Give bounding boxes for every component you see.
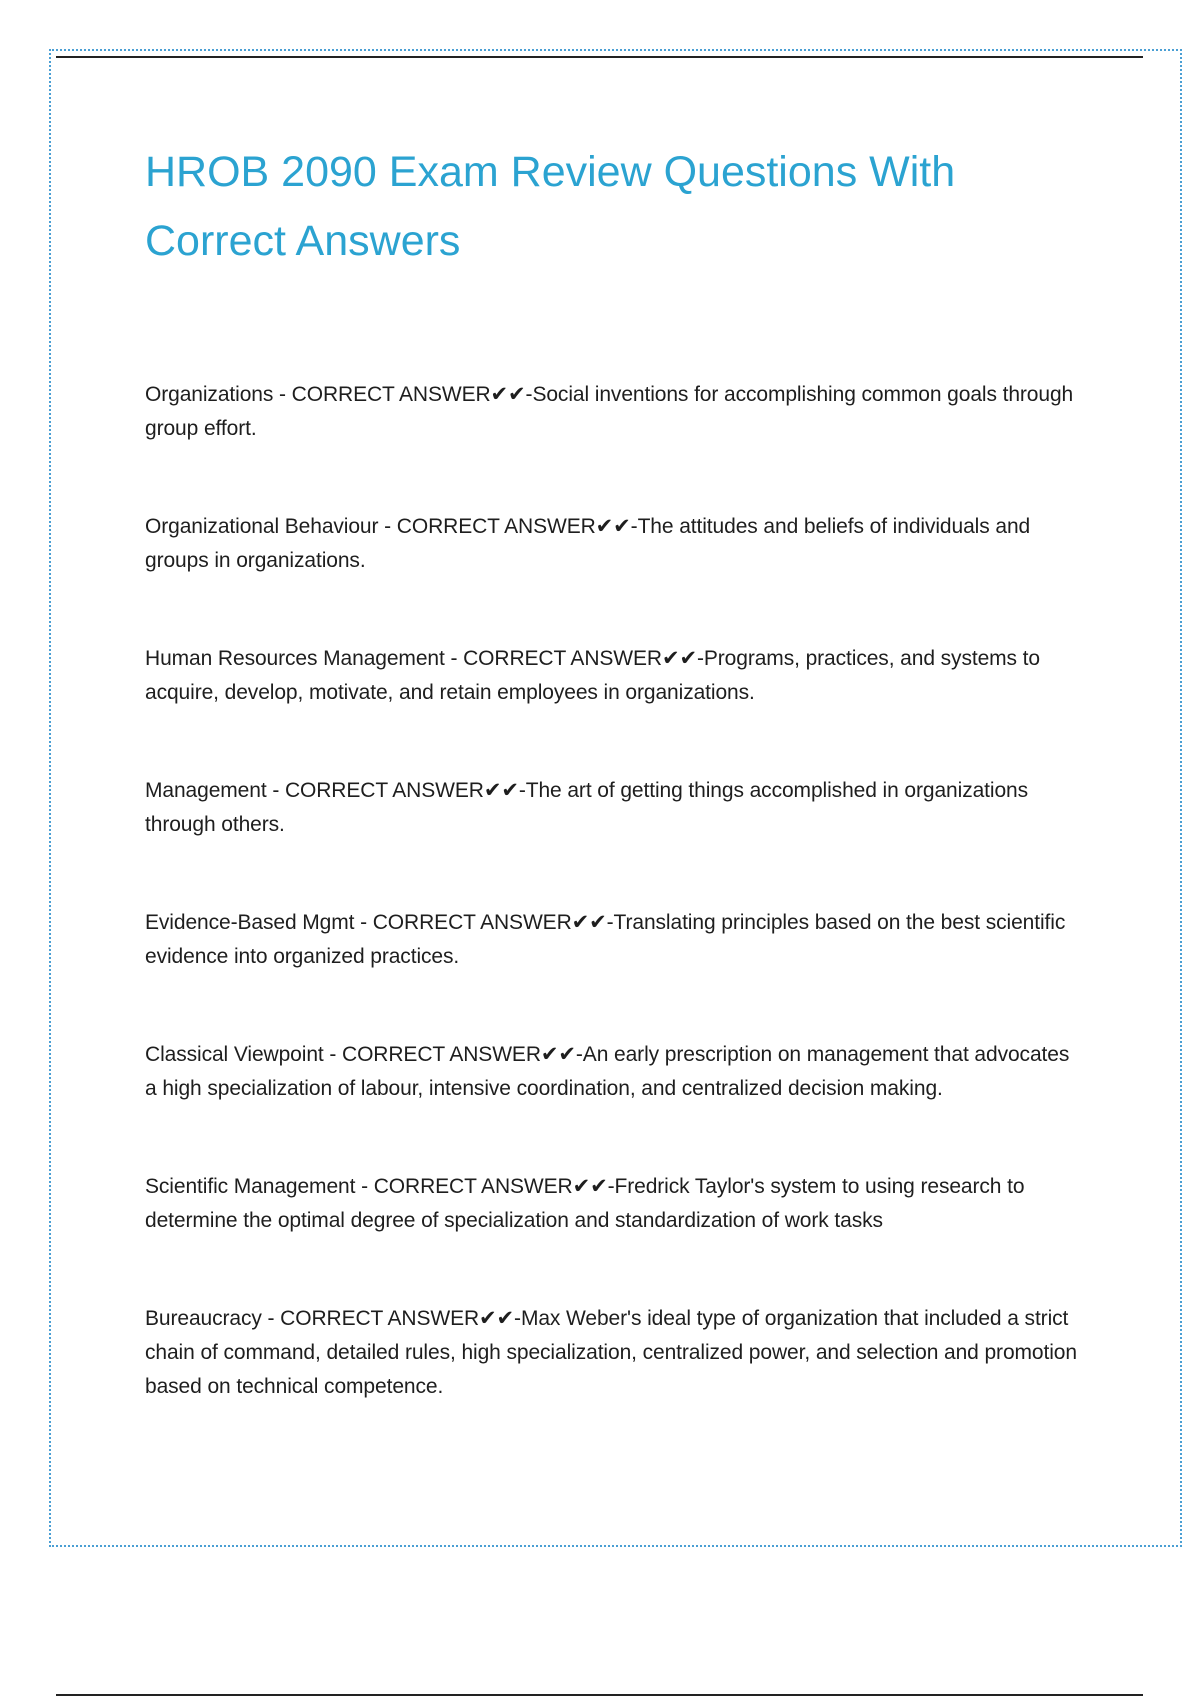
qa-definition: Translating principles based on the best scientific evidence into organized practices. — [145, 911, 1066, 968]
qa-answer-marker: - CORRECT ANSWER✔✔- — [266, 779, 526, 802]
qa-term: Organizational Behaviour — [145, 515, 379, 538]
qa-definition: Fredrick Taylor's system to using research to determine the optimal degree of specialization and standardization of work tasks — [145, 1175, 1025, 1232]
qa-item — [145, 378, 1085, 446]
qa-answer-marker: - CORRECT ANSWER✔✔- — [261, 1307, 521, 1330]
qa-item — [145, 1302, 1085, 1404]
qa-definition: Programs, practices, and systems to acquire, develop, motivate, and retain employees in organizations. — [145, 647, 1040, 704]
qa-definition: Max Weber's ideal type of organization that included a strict chain of command, detailed rules, high specialization, centralized power, and selection and promotion based on technical competence. — [145, 1307, 1077, 1398]
qa-term: Bureaucracy — [145, 1307, 262, 1330]
qa-answer-marker: - CORRECT ANSWER✔✔- — [273, 383, 533, 406]
qa-answer-marker: - CORRECT ANSWER✔✔- — [378, 515, 638, 538]
qa-term: Classical Viewpoint — [145, 1043, 324, 1066]
qa-term: Organizations — [145, 383, 274, 406]
qa-definition: The art of getting things accomplished in organizations through others. — [145, 779, 1029, 836]
qa-item — [145, 1170, 1085, 1238]
top-divider — [56, 56, 1143, 58]
bottom-divider — [56, 1694, 1143, 1696]
qa-term: Evidence-Based Mgmt — [145, 911, 355, 934]
qa-list — [145, 378, 1085, 1468]
qa-definition: Social inventions for accomplishing common goals through group effort. — [145, 383, 1074, 440]
qa-term: Human Resources Management — [145, 647, 445, 670]
qa-item — [145, 642, 1085, 710]
qa-term: Management — [145, 779, 267, 802]
qa-answer-marker: - CORRECT ANSWER✔✔- — [355, 1175, 615, 1198]
document-title: HROB 2090 Exam Review Questions With Correct Answers — [145, 148, 956, 265]
qa-definition: The attitudes and beliefs of individuals and groups in organizations. — [145, 515, 1031, 572]
qa-definition: An early prescription on management that advocates a high specialization of labour, intensive coordination, and centralized decision making. — [145, 1043, 1070, 1100]
qa-item — [145, 510, 1085, 578]
qa-item — [145, 906, 1085, 974]
qa-answer-marker: - CORRECT ANSWER✔✔- — [444, 647, 704, 670]
qa-term: Scientific Management — [145, 1175, 356, 1198]
qa-answer-marker: - CORRECT ANSWER✔✔- — [354, 911, 614, 934]
qa-answer-marker: - CORRECT ANSWER✔✔- — [323, 1043, 583, 1066]
qa-item — [145, 1038, 1085, 1106]
qa-item — [145, 774, 1085, 842]
